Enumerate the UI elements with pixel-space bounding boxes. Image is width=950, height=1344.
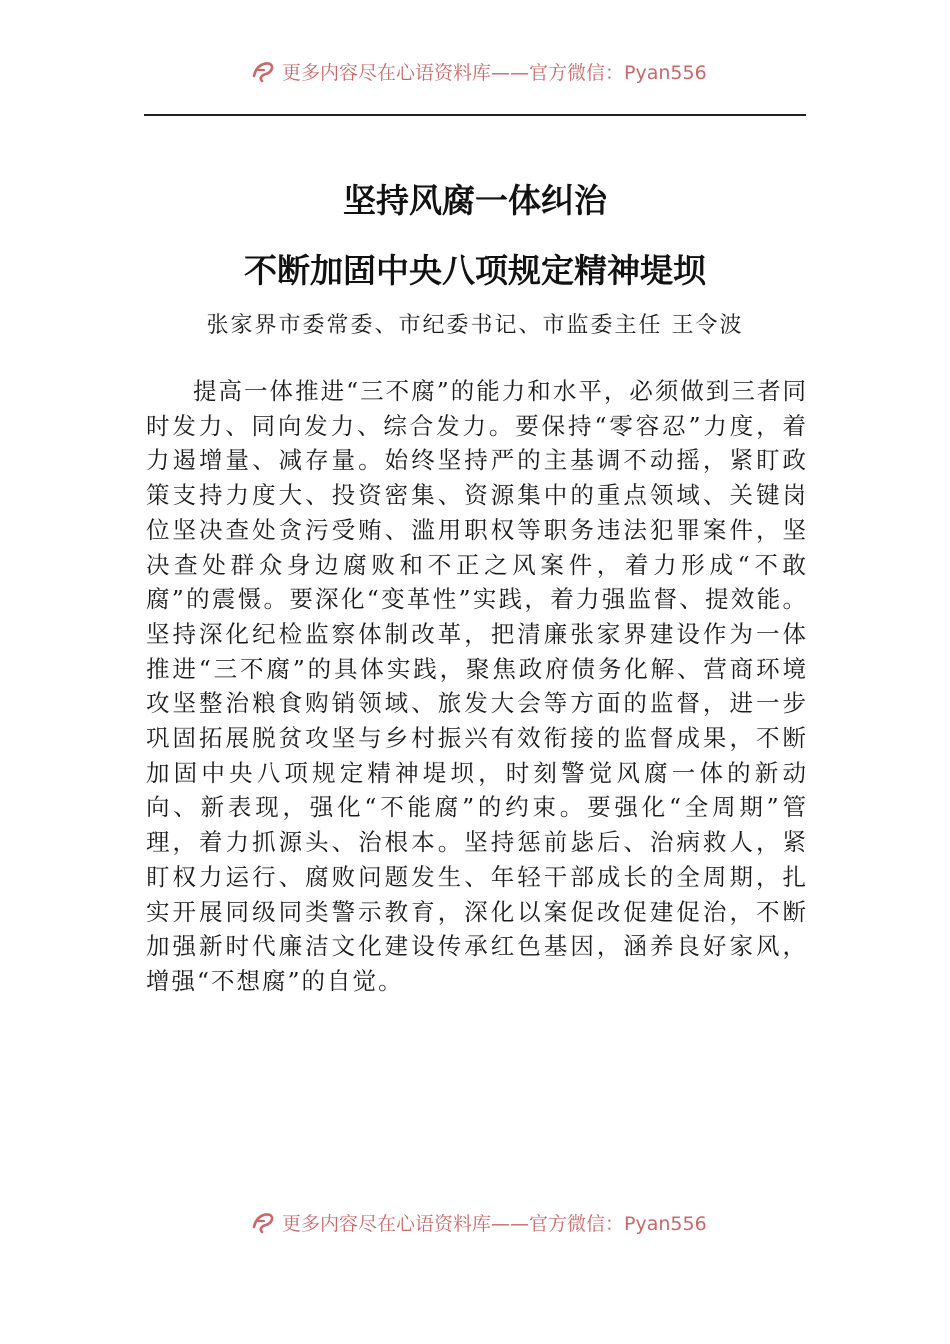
watermark-footer — [250, 1205, 707, 1239]
author-byline: 张家界市委常委、市纪委书记、市监委主任 王令波 — [206, 313, 744, 338]
watermark-header — [250, 54, 707, 88]
watermark-text: 更多内容尽在心语资料库——官方微信：Pyan556 — [282, 61, 707, 84]
document-title-line1: 坚持风腐一体纠治 — [343, 181, 607, 220]
watermark-logo-icon — [250, 1209, 276, 1235]
watermark-text: 更多内容尽在心语资料库——官方微信：Pyan556 — [282, 1212, 707, 1235]
header-rule — [144, 114, 806, 116]
document-title-line2: 不断加固中央八项规定精神堤坝 — [244, 251, 706, 290]
body-paragraph: 提高一体推进“三不腐”的能力和水平，必须做到三者同时发力、同向发力、综合发力。要保持“零容忍”力度，着力遏增量、减存量。始终坚持严的主基调不动摇，紧盯政策支持力度大、投资密集、资源集中的重点领域、关键岗位坚决查处贪污受贿、滥用职权等职务违法犯罪案件，坚决查处群众身边腐败和不正之风案件，着力形成“不敢腐”的震慑。要深化“变革性”实践，着力强监督、提效能。坚持深化纪检监察体制改革，把清廉张家界建设作为一体推进“三不腐”的具体实践，聚焦政府债务化解、营商环境攻坚整治粮食购销领域、旅发大会等方面的监督，进一步巩固拓展脱贫攻坚与乡村振兴有效衔接的监督成果，不断加固中央八项规定精神堤坝，时刻警觉风腐一体的新动向、新表现，强化“不能腐”的约束。要强化“全周期”管理，着力抓源头、治根本。坚持惩前毖后、治病救人，紧盯权力运行、腐败问题发生、年轻干部成长的全周期，扎实开展同级同类警示教育，深化以案促改促建促治，不断加强新时代廉洁文化建设传承红色基因，涵养良好家风，增强“不想腐”的自觉。 — [146, 377, 808, 995]
watermark-logo-icon — [250, 58, 276, 84]
